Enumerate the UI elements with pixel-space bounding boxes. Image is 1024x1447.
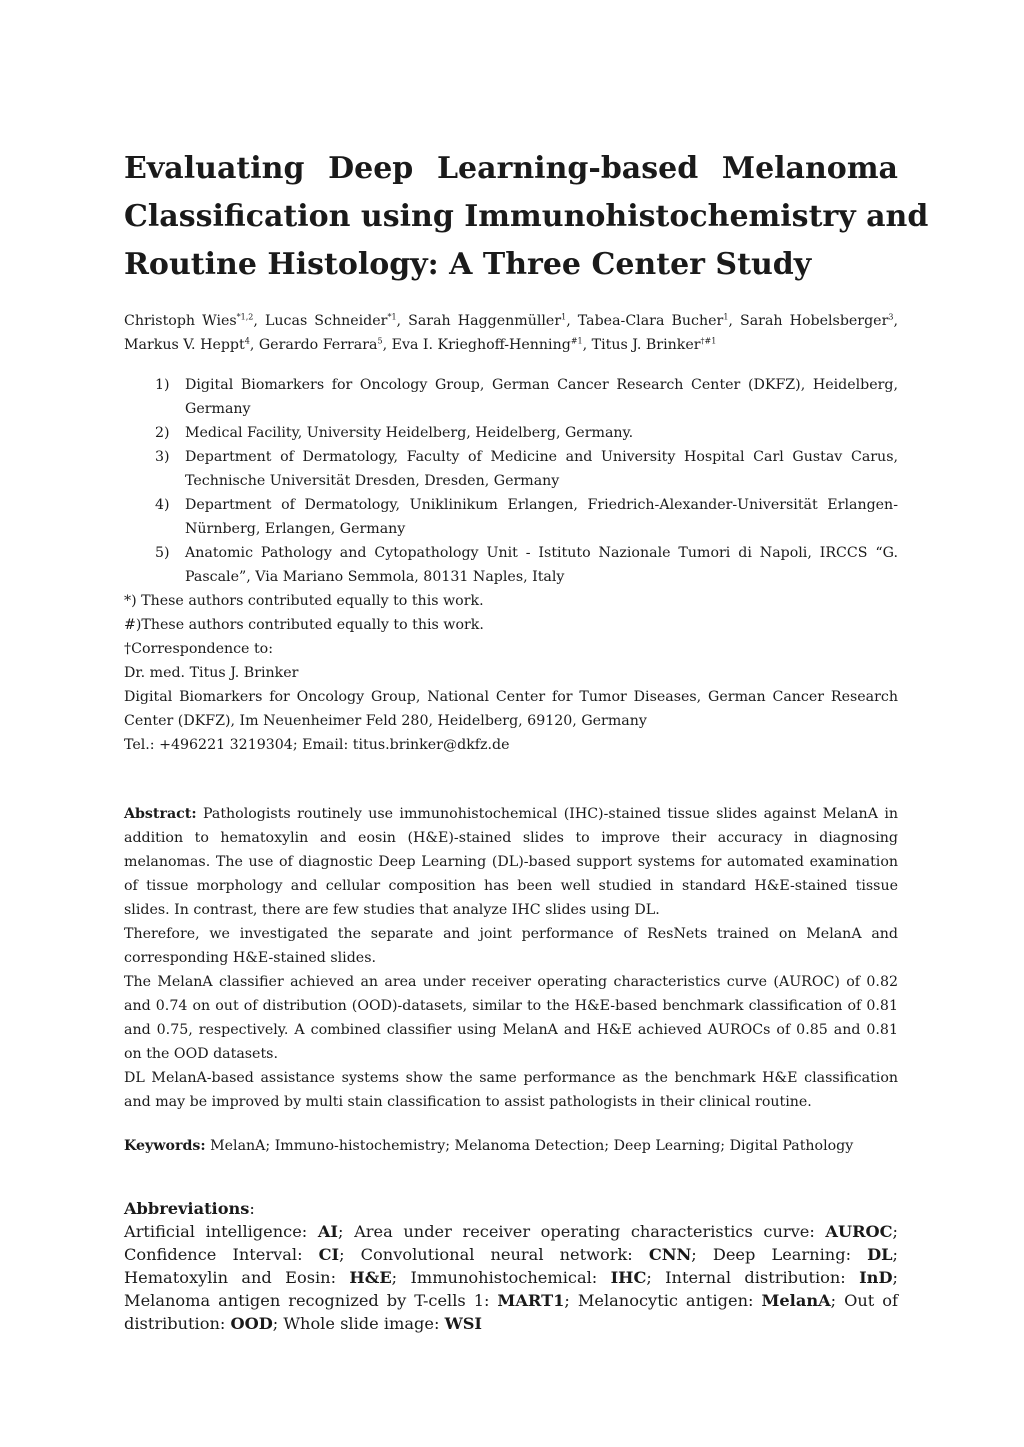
title-line: Routine Histology: A Three Center Study bbox=[124, 247, 812, 282]
abbreviation-term: Out of distribution: bbox=[124, 1291, 899, 1333]
author-separator: , bbox=[728, 313, 740, 329]
abstract-label: Abstract: bbox=[124, 806, 197, 822]
author-name: Titus J. Brinker bbox=[591, 337, 701, 353]
author-affiliation-mark: 5 bbox=[377, 336, 383, 346]
author-name: Sarah Hobelsberger bbox=[740, 313, 889, 329]
author-name: Sarah Haggenmüller bbox=[408, 313, 562, 329]
author-list bbox=[124, 309, 898, 357]
author-name: Markus V. Heppt bbox=[124, 337, 245, 353]
affiliation-text: Department of Dermatology, Faculty of Medicine and University Hospital Carl Gustav Carus, Technische Universität Dresden, Dresden, Germany bbox=[185, 449, 898, 489]
abbreviation-short: IHC bbox=[610, 1268, 647, 1287]
abstract-paragraph bbox=[124, 970, 898, 1066]
abbreviation-term: Area under receiver operating characteristics curve: bbox=[354, 1222, 826, 1241]
affiliation-list bbox=[124, 373, 898, 589]
affiliation-number: 3) bbox=[155, 449, 170, 465]
affiliation-item bbox=[124, 445, 898, 493]
abstract-text: The MelanA classifier achieved an area under receiver operating characteristics curve (AUROC) of 0.82 and 0.74 on out of distribution (OOD)-datasets, similar to the H&E-based benchmark classification of 0.81 and 0.75, respectively. A combined classifier using MelanA and H&E achieved AUROCs of 0.85 and 0.81 on the OOD datasets. bbox=[124, 974, 898, 1062]
title-line: Evaluating Deep Learning-based Melanoma bbox=[124, 151, 898, 186]
note-line: #)These authors contributed equally to this work. bbox=[124, 617, 484, 633]
author-affiliation-mark: 3 bbox=[888, 312, 894, 322]
keywords bbox=[124, 1134, 898, 1158]
abbreviation-short: CNN bbox=[648, 1245, 692, 1264]
note-line: †Correspondence to: bbox=[124, 641, 273, 657]
author-separator: , bbox=[396, 313, 409, 329]
author-affiliation-mark: *1,2 bbox=[236, 312, 254, 322]
abbreviation-term: Artificial intelligence: bbox=[124, 1222, 318, 1241]
abbreviation-short: DL bbox=[867, 1245, 893, 1264]
abbreviation-term: Melanocytic antigen: bbox=[577, 1291, 762, 1310]
abbreviation-short: CI bbox=[318, 1245, 340, 1264]
abstract-text: DL MelanA-based assistance systems show the same performance as the benchmark H&E classification and may be improved by multi stain classification to assist pathologists in their clinical routine. bbox=[124, 1070, 898, 1110]
abbreviations bbox=[124, 1197, 898, 1335]
affiliation-item bbox=[124, 541, 898, 589]
author-affiliation-mark: 4 bbox=[244, 336, 250, 346]
author-affiliation-mark: 1 bbox=[561, 312, 567, 322]
abbreviation-term: Internal distribution: bbox=[665, 1268, 860, 1287]
affiliation-number: 4) bbox=[155, 497, 170, 513]
affiliation-item bbox=[124, 373, 898, 421]
affiliation-text: Digital Biomarkers for Oncology Group, German Cancer Research Center (DKFZ), Heidelberg, Germany bbox=[185, 377, 898, 417]
abbreviation-short: OOD bbox=[230, 1314, 273, 1333]
abstract bbox=[124, 802, 898, 1114]
affiliation-number: 2) bbox=[155, 425, 170, 441]
abbreviation-short: AI bbox=[317, 1222, 339, 1241]
title-line: Classification using Immunohistochemistry and bbox=[124, 199, 929, 234]
abbreviation-term: Convolutional neural network: bbox=[360, 1245, 649, 1264]
abstract-paragraph bbox=[124, 922, 898, 970]
author-name: Lucas Schneider bbox=[264, 313, 388, 329]
abbreviation-term: Confidence Interval: bbox=[124, 1245, 319, 1264]
correspondence-notes bbox=[124, 589, 898, 757]
abbreviation-term: Whole slide image: bbox=[283, 1314, 445, 1333]
author-affiliation-mark: †#1 bbox=[700, 336, 717, 346]
abbreviation-short: AUROC bbox=[825, 1222, 893, 1241]
abbreviation-term: Hematoxylin and Eosin: bbox=[124, 1268, 350, 1287]
author-separator: , bbox=[382, 337, 392, 353]
abbreviation-list: Artificial intelligence: AI; Area under receiver operating characteristics curve: AUROC; Confidence Interval: CI; Convolutional neural network: CNN; Deep Learning: DL; Hematoxylin and Eosin: H&E; Immunohistochemical: IHC; Internal distribution: InD; Melanoma antigen recognized by T-cells 1: MART1; Melanocytic antigen: MelanA; Out of distribution: OOD; Whole slide image: WSI bbox=[124, 1222, 899, 1333]
note-line: Dr. med. Titus J. Brinker bbox=[124, 665, 299, 681]
abstract-paragraph bbox=[124, 1066, 898, 1114]
note-line: *) These authors contributed equally to this work. bbox=[124, 593, 484, 609]
abstract-paragraph bbox=[124, 802, 898, 922]
author-name: Eva I. Krieghoff-Henning bbox=[391, 337, 571, 353]
author-affiliation-mark: #1 bbox=[570, 336, 583, 346]
abbreviation-term: Deep Learning: bbox=[712, 1245, 868, 1264]
author-name: Gerardo Ferrara bbox=[258, 337, 378, 353]
affiliation-item bbox=[124, 493, 898, 541]
abbreviation-short: MelanA bbox=[761, 1291, 831, 1310]
affiliation-text: Medical Facility, University Heidelberg, Heidelberg, Germany. bbox=[185, 425, 634, 441]
affiliation-number: 5) bbox=[155, 545, 170, 561]
abbreviations-label: Abbreviations bbox=[124, 1199, 250, 1218]
abstract-text: Pathologists routinely use immunohistochemical (IHC)-stained tissue slides against MelanA in addition to hematoxylin and eosin (H&E)-stained slides to improve their accuracy in diagnosing melanomas. The use of diagnostic Deep Learning (DL)-based support systems for automated examination of tissue morphology and cellular composition has been well studied in standard H&E-stained tissue slides. In contrast, there are few studies that analyze IHC slides using DL. bbox=[124, 806, 898, 918]
affiliation-text: Department of Dermatology, Uniklinikum Erlangen, Friedrich-Alexander-Universität Erlangen-Nürnberg, Erlangen, Germany bbox=[185, 497, 898, 537]
affiliation-item bbox=[124, 421, 898, 445]
affiliation-number: 1) bbox=[155, 377, 170, 393]
abbreviation-term: Melanoma antigen recognized by T-cells 1: bbox=[124, 1291, 498, 1310]
abbreviation-term: Immunohistochemical: bbox=[410, 1268, 611, 1287]
abstract-text: Therefore, we investigated the separate and joint performance of ResNets trained on MelanA and corresponding H&E-stained slides. bbox=[124, 926, 898, 966]
author-separator: , bbox=[249, 337, 259, 353]
abbreviation-short: H&E bbox=[349, 1268, 392, 1287]
affiliation-text: Anatomic Pathology and Cytopathology Unit - Istituto Nazionale Tumori di Napoli, IRCCS “G. Pascale”, Via Mariano Semmola, 80131 Naples, Italy bbox=[185, 545, 898, 585]
paper-title bbox=[124, 145, 929, 289]
abbreviation-short: InD bbox=[859, 1268, 893, 1287]
author-separator: , bbox=[582, 337, 592, 353]
author-separator: , bbox=[253, 313, 265, 329]
author-affiliation-mark: 1 bbox=[723, 312, 729, 322]
abbreviations-colon: : bbox=[249, 1199, 255, 1218]
author-separator: , bbox=[893, 313, 898, 329]
author-separator: , bbox=[566, 313, 578, 329]
abbreviation-short: MART1 bbox=[497, 1291, 565, 1310]
keywords-label: Keywords: bbox=[124, 1138, 206, 1154]
note-line: Tel.: +496221 3219304; Email: titus.brinker@dkfz.de bbox=[124, 737, 510, 753]
abbreviation-short: WSI bbox=[444, 1314, 483, 1333]
author-name: Christoph Wies bbox=[124, 313, 237, 329]
author-name: Tabea-Clara Bucher bbox=[577, 313, 724, 329]
keywords-text: MelanA; Immuno-histochemistry; Melanoma Detection; Deep Learning; Digital Pathology bbox=[205, 1138, 854, 1154]
author-affiliation-mark: *1 bbox=[387, 312, 397, 322]
note-line: Digital Biomarkers for Oncology Group, National Center for Tumor Diseases, German Cancer Research Center (DKFZ), Im Neuenheimer Feld 280, Heidelberg, 69120, Germany bbox=[124, 689, 898, 729]
